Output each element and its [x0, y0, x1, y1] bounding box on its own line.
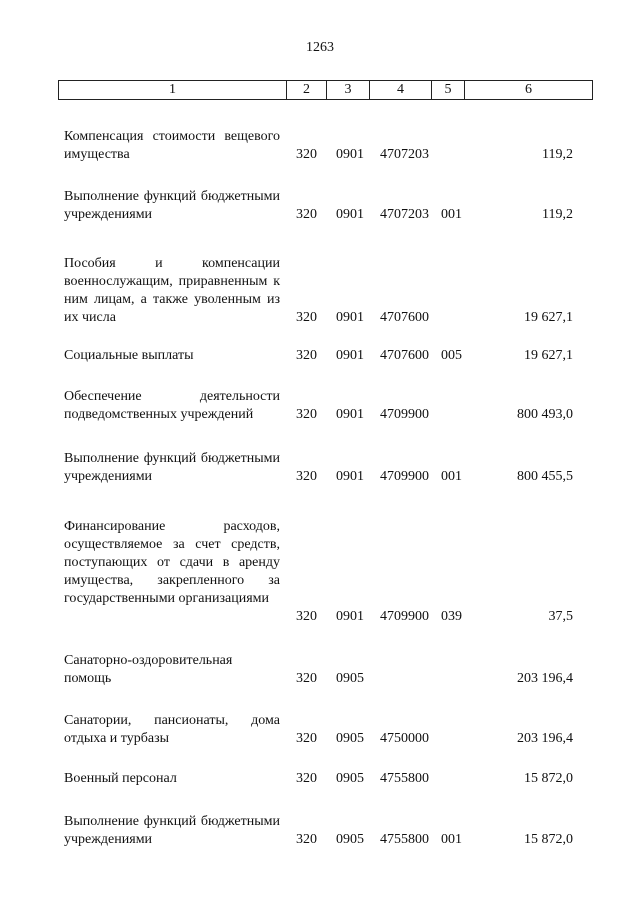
row-description: Обеспечение деятельности подведомственных учреждений [64, 389, 280, 422]
cell-col3: 0901 [336, 609, 364, 624]
cell-col3: 0901 [336, 310, 364, 325]
cell-col2: 320 [296, 832, 317, 847]
cell-col4: 4709900 [380, 407, 429, 422]
cell-col3: 0905 [336, 771, 364, 786]
cell-col4: 4750000 [380, 731, 429, 746]
cell-col2: 320 [296, 147, 317, 162]
page-number: 1263 [306, 40, 334, 55]
row-description: Санаторно-оздоровительная помощь [64, 653, 233, 686]
cell-col6: 203 196,4 [517, 671, 573, 686]
row-description: Военный персонал [64, 771, 177, 786]
column-header: 3 [327, 81, 370, 100]
column-header-table [58, 80, 593, 100]
column-header: 5 [432, 81, 465, 100]
cell-col4: 4755800 [380, 771, 429, 786]
cell-col5: 001 [441, 207, 462, 222]
cell-col6: 19 627,1 [524, 348, 573, 363]
cell-col3: 0901 [336, 348, 364, 363]
cell-col2: 320 [296, 609, 317, 624]
cell-col2: 320 [296, 207, 317, 222]
row-description: Финансирование расходов, осуществляемое за счет средств, поступающих от сдачи в аренду имущества, закрепленного за государственными организациями [64, 519, 280, 606]
cell-col2: 320 [296, 348, 317, 363]
cell-col2: 320 [296, 310, 317, 325]
cell-col3: 0901 [336, 147, 364, 162]
cell-col4: 4707600 [380, 348, 429, 363]
row-description: Выполнение функций бюджетными учреждениями [64, 189, 280, 222]
cell-col6: 15 872,0 [524, 832, 573, 847]
cell-col6: 119,2 [542, 207, 573, 222]
cell-col6: 119,2 [542, 147, 573, 162]
cell-col4: 4755800 [380, 832, 429, 847]
column-header: 2 [287, 81, 327, 100]
row-description: Пособия и компенсации военнослужащим, приравненным к ним лицам, а также уволенным из их числа [64, 256, 280, 325]
cell-col5: 001 [441, 832, 462, 847]
cell-col3: 0901 [336, 207, 364, 222]
cell-col3: 0905 [336, 832, 364, 847]
cell-col2: 320 [296, 731, 317, 746]
cell-col3: 0905 [336, 671, 364, 686]
cell-col6: 800 455,5 [517, 469, 573, 484]
cell-col3: 0901 [336, 407, 364, 422]
cell-col6: 203 196,4 [517, 731, 573, 746]
column-header: 6 [465, 81, 593, 100]
cell-col5: 039 [441, 609, 462, 624]
row-description: Компенсация стоимости вещевого имущества [64, 129, 280, 162]
row-description: Санатории, пансионаты, дома отдыха и турбазы [64, 713, 280, 746]
cell-col2: 320 [296, 671, 317, 686]
cell-col3: 0901 [336, 469, 364, 484]
row-description: Выполнение функций бюджетными учреждениями [64, 451, 280, 484]
cell-col2: 320 [296, 407, 317, 422]
column-header: 1 [59, 81, 287, 100]
cell-col2: 320 [296, 771, 317, 786]
column-header-row [59, 81, 593, 100]
cell-col4: 4709900 [380, 609, 429, 624]
cell-col6: 800 493,0 [517, 407, 573, 422]
cell-col4: 4709900 [380, 469, 429, 484]
cell-col6: 15 872,0 [524, 771, 573, 786]
cell-col5: 005 [441, 348, 462, 363]
cell-col6: 37,5 [548, 609, 573, 624]
row-description: Социальные выплаты [64, 348, 194, 363]
cell-col6: 19 627,1 [524, 310, 573, 325]
cell-col2: 320 [296, 469, 317, 484]
column-header: 4 [370, 81, 432, 100]
cell-col4: 4707600 [380, 310, 429, 325]
cell-col3: 0905 [336, 731, 364, 746]
cell-col4: 4707203 [380, 207, 429, 222]
cell-col4: 4707203 [380, 147, 429, 162]
cell-col5: 001 [441, 469, 462, 484]
row-description: Выполнение функций бюджетными учреждениями [64, 814, 280, 847]
